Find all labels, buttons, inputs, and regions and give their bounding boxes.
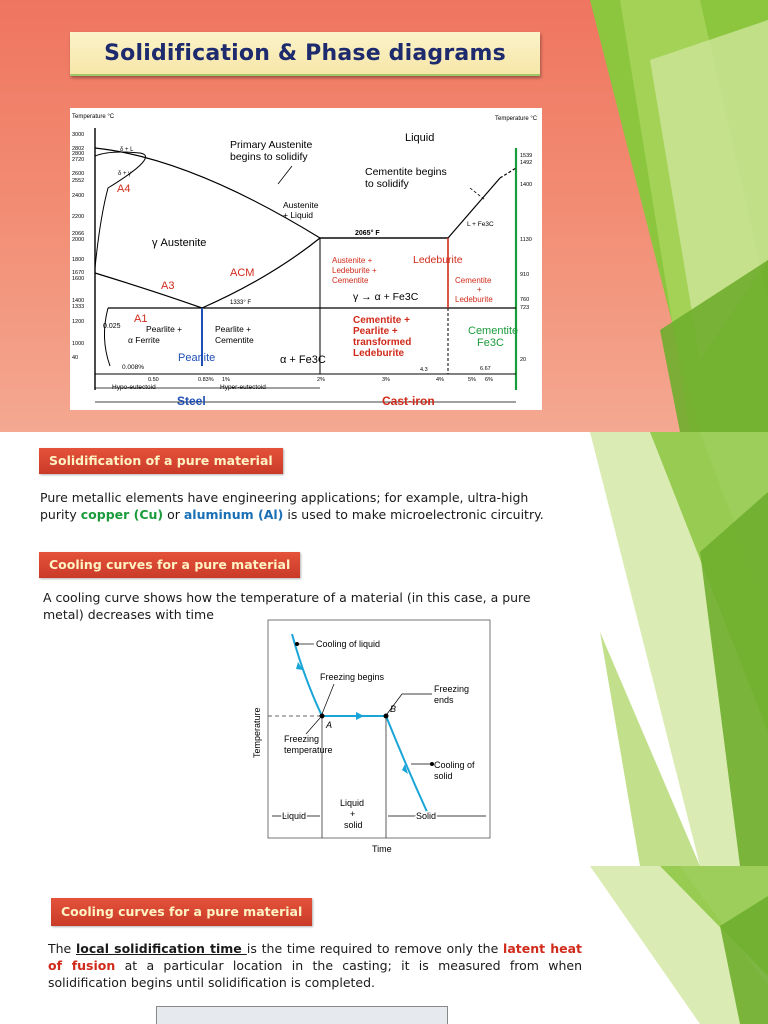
label-pearlite-cementite-1: Pearlite + — [215, 324, 252, 334]
btick-083: 0.83% — [198, 377, 214, 383]
label-freezing-temp-1: Freezing — [284, 734, 320, 744]
para1-or: or — [163, 507, 184, 522]
label-cem-led-3: Ledeburite — [455, 295, 493, 304]
rtick-1492: 1492 — [520, 160, 533, 166]
label-pearlite-ferrite-1: Pearlite + — [146, 324, 183, 334]
tick-1200: 1200 — [72, 319, 85, 325]
tick-2552: 2552 — [72, 178, 85, 184]
label-cooling-liquid: Cooling of liquid — [316, 639, 381, 649]
label-liquid: Liquid — [282, 811, 307, 821]
label-austenite-liquid-2: + Liquid — [283, 210, 314, 220]
label-pearlite-ferrite-2: α Ferrite — [128, 335, 160, 345]
para1-copper: copper (Cu) — [80, 507, 164, 522]
label-l-fe3c: L + Fe3C — [467, 221, 494, 228]
label-a3: A3 — [161, 280, 175, 292]
slide-local-solidification-time — [0, 866, 768, 1024]
label-carbon-0025: 0.025 — [103, 323, 121, 330]
label-cementite-fe3c-2: Fe3C — [477, 337, 504, 349]
label-freezing-temp-2: temperature — [284, 745, 333, 755]
btick-6: 6% — [485, 377, 493, 383]
tick-3000: 3000 — [72, 132, 85, 138]
cooling-curve-figure — [242, 618, 492, 860]
label-freezing-ends-2: ends — [434, 695, 454, 705]
label-point-b: B — [390, 704, 397, 714]
label-cast-iron: Cast-iron — [382, 394, 435, 408]
label-pearlite: Pearlite — [178, 352, 216, 364]
label-cementite-fe3c-1: Cementite — [468, 325, 519, 337]
label-aus-led-2: Ledeburite + — [332, 266, 377, 275]
paragraph-local-solidification — [48, 940, 582, 991]
label-cpt-1: Cementite + — [353, 315, 410, 326]
btick-1: 1% — [222, 377, 230, 383]
label-eutectoid-temp: 1333° F — [230, 300, 252, 306]
label-freezing-ends-1: Freezing — [434, 684, 470, 694]
heading-cooling-curves — [39, 552, 300, 578]
para1-aluminum: aluminum (Al) — [183, 507, 284, 522]
para3-latent-heat: latent heat of fusion — [48, 941, 583, 973]
label-liquid-solid-2: + — [350, 809, 356, 819]
label-carbon-0008: 0.008% — [122, 364, 145, 371]
label-cpt-3: transformed — [353, 337, 412, 348]
label-hypo: Hypo-eutectoid — [112, 384, 156, 391]
label-solid: Solid — [416, 811, 437, 821]
tick-1400: 1400 — [72, 298, 85, 304]
rtick-723: 723 — [520, 305, 530, 311]
tick-2802: 2802 — [72, 146, 85, 152]
para3-post: at a particular location in the casting; it is measured from when solidification begins until solidification is completed. — [48, 958, 582, 990]
label-cem-led-2: + — [477, 285, 482, 294]
label-ledeburite: Ledeburite — [413, 254, 463, 266]
tick-1600: 1600 — [72, 276, 85, 282]
btick-5: 5% — [468, 377, 476, 383]
tick-40: 40 — [72, 355, 79, 361]
btick-667: 6.67 — [480, 366, 491, 372]
btick-050: 0.50 — [148, 377, 159, 383]
paragraph-pure-metals — [40, 489, 555, 523]
label-cpt-4: Ledeburite — [353, 348, 405, 359]
phase-diagram-svg — [70, 108, 542, 410]
paragraph-cooling-curve: A cooling curve shows how the temperature of a material (in this case, a pure metal) decreases with time — [43, 590, 531, 622]
label-alpha-fe3c: α + Fe3C — [280, 354, 326, 366]
para3-the: The — [48, 941, 77, 956]
label-eutectic-temp: 2065° F — [355, 230, 380, 237]
label-cementite-solidify: to solidify — [365, 178, 409, 190]
para1-pre: Pure metallic elements have engineering applications; for example, ultra-high purity — [40, 490, 529, 522]
tick-1800: 1800 — [72, 257, 85, 263]
tick-2400: 2400 — [72, 193, 85, 199]
rtick-910: 910 — [520, 272, 530, 278]
label-delta-l: δ + L — [120, 147, 134, 153]
tick-1000: 1000 — [72, 341, 85, 347]
label-a1: A1 — [134, 313, 148, 325]
rtick-20: 20 — [520, 357, 527, 363]
left-axis-title: Temperature °C — [72, 114, 115, 120]
label-a4: A4 — [117, 183, 131, 195]
rtick-1130: 1130 — [520, 237, 532, 243]
cooling-curve-svg — [242, 618, 492, 860]
tick-2600: 2600 — [72, 171, 85, 177]
label-freezing-begins: Freezing begins — [320, 672, 385, 682]
tick-1670: 1670 — [72, 270, 85, 276]
slide-solidification-pure — [0, 432, 768, 866]
label-liquid-solid-1: Liquid — [340, 798, 365, 808]
label-gamma-austenite: γ Austenite — [152, 237, 207, 249]
btick-2: 2% — [317, 377, 325, 383]
label-aus-led-3: Cementite — [332, 276, 369, 285]
heading-cooling-curves-2 — [51, 898, 312, 926]
para3-mid: is the time required to remove only the — [246, 941, 504, 956]
label-time: Time — [372, 844, 392, 854]
label-acm: ACM — [230, 267, 255, 279]
rtick-1539: 1539 — [520, 153, 533, 159]
slide-title — [70, 32, 540, 76]
tick-2200: 2200 — [72, 214, 85, 220]
label-liquid-solid-3: solid — [344, 820, 363, 830]
right-axis-title: Temperature °C — [495, 116, 538, 122]
partial-next-figure — [156, 1006, 448, 1024]
label-cpt-2: Pearlite + — [353, 326, 398, 337]
tick-2000: 2000 — [72, 237, 85, 243]
para1-post: is used to make microelectronic circuitry. — [283, 507, 544, 522]
btick-3: 3% — [382, 377, 390, 383]
label-cem-led-1: Cementite — [455, 276, 492, 285]
tick-2066: 2066 — [72, 231, 85, 237]
label-delta-gamma: δ + γ — [118, 171, 132, 177]
heading-cooling-curves-2-text: Cooling curves for a pure material — [61, 904, 303, 919]
label-hyper: Hyper-eutectoid — [220, 384, 266, 391]
label-liquid: Liquid — [405, 132, 435, 144]
slide-phase-diagrams — [0, 0, 768, 432]
label-steel: Steel — [177, 394, 206, 408]
rtick-1400: 1400 — [520, 182, 533, 188]
label-begins-solidify: begins to solidify — [230, 151, 308, 163]
label-cooling-solid-2: solid — [434, 771, 453, 781]
heading-solidification-pure-text: Solidification of a pure material — [49, 453, 273, 468]
label-point-a: A — [326, 720, 333, 730]
label-aus-led-1: Austenite + — [332, 256, 373, 265]
slide-title-text: Solidification & Phase diagrams — [104, 40, 506, 66]
tick-2720: 2720 — [72, 157, 85, 163]
label-gamma-reaction: γ → α + Fe3C — [353, 291, 419, 303]
label-primary-austenite: Primary Austenite — [230, 139, 313, 151]
iron-carbon-phase-diagram — [70, 108, 542, 410]
label-temperature: Temperature — [252, 707, 262, 758]
label-cooling-solid-1: Cooling of — [434, 760, 475, 770]
para3-term: local solidification time — [76, 941, 247, 956]
heading-cooling-curves-text: Cooling curves for a pure material — [49, 557, 291, 572]
rtick-760: 760 — [520, 297, 530, 303]
label-cementite-begins: Cementite begins — [365, 166, 447, 178]
label-pearlite-cementite-2: Cementite — [215, 335, 254, 345]
tick-2800: 2800 — [72, 151, 85, 157]
btick-4: 4% — [436, 377, 444, 383]
label-austenite-liquid-1: Austenite — [283, 200, 319, 210]
heading-solidification-pure — [39, 448, 283, 474]
btick-43: 4.3 — [420, 367, 428, 373]
tick-1333: 1333 — [72, 304, 85, 310]
